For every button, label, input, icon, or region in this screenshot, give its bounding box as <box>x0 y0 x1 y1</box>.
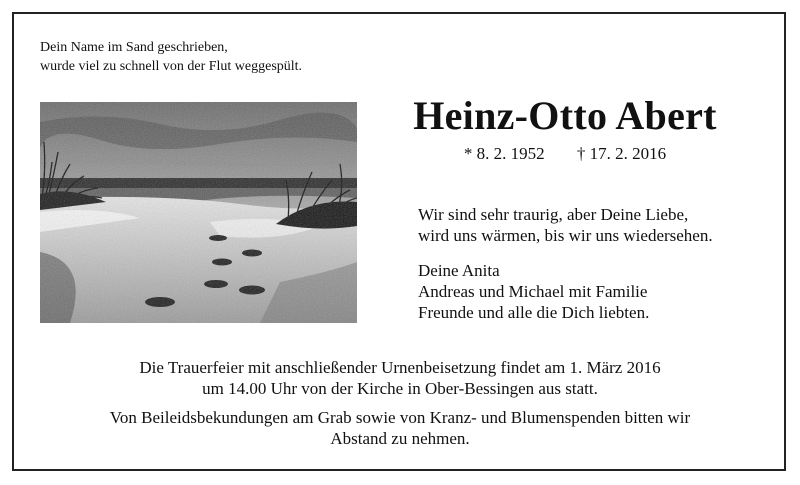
condolence-request <box>40 407 760 449</box>
request-line-2: Abstand zu nehmen. <box>330 429 470 448</box>
mourners-list <box>418 260 649 323</box>
mourner-line-3: Freunde und alle die Dich liebten. <box>418 303 650 322</box>
grief-message <box>418 204 713 246</box>
mourner-line-2: Andreas und Michael mit Familie <box>418 282 648 301</box>
death-date: † 17. 2. 2016 <box>576 144 667 163</box>
verse-line-2: wurde viel zu schnell von der Flut weggespült. <box>40 59 303 74</box>
ceremony-line-1: Die Trauerfeier mit anschließender Urnenbeisetzung findet am 1. März 2016 <box>139 358 661 377</box>
request-line-1: Von Beileidsbekundungen am Grab sowie von Kranz- und Blumenspenden bitten wir <box>109 408 691 427</box>
message-line-2: wird uns wärmen, bis wir uns wiedersehen. <box>418 226 713 245</box>
mourner-line-1: Deine Anita <box>418 261 500 280</box>
ceremony-line-2: um 14.00 Uhr von der Kirche in Ober-Bessingen aus statt. <box>202 379 598 398</box>
funeral-service-info <box>40 357 760 399</box>
birth-date: * 8. 2. 1952 <box>463 144 545 163</box>
verse-line-1: Dein Name im Sand geschrieben, <box>40 40 228 55</box>
memorial-verse <box>40 38 302 76</box>
beach-footprints-illustration <box>40 102 357 323</box>
deceased-name: Heinz-Otto Abert <box>413 93 717 138</box>
life-dates <box>370 144 760 164</box>
message-line-1: Wir sind sehr traurig, aber Deine Liebe, <box>418 205 689 224</box>
